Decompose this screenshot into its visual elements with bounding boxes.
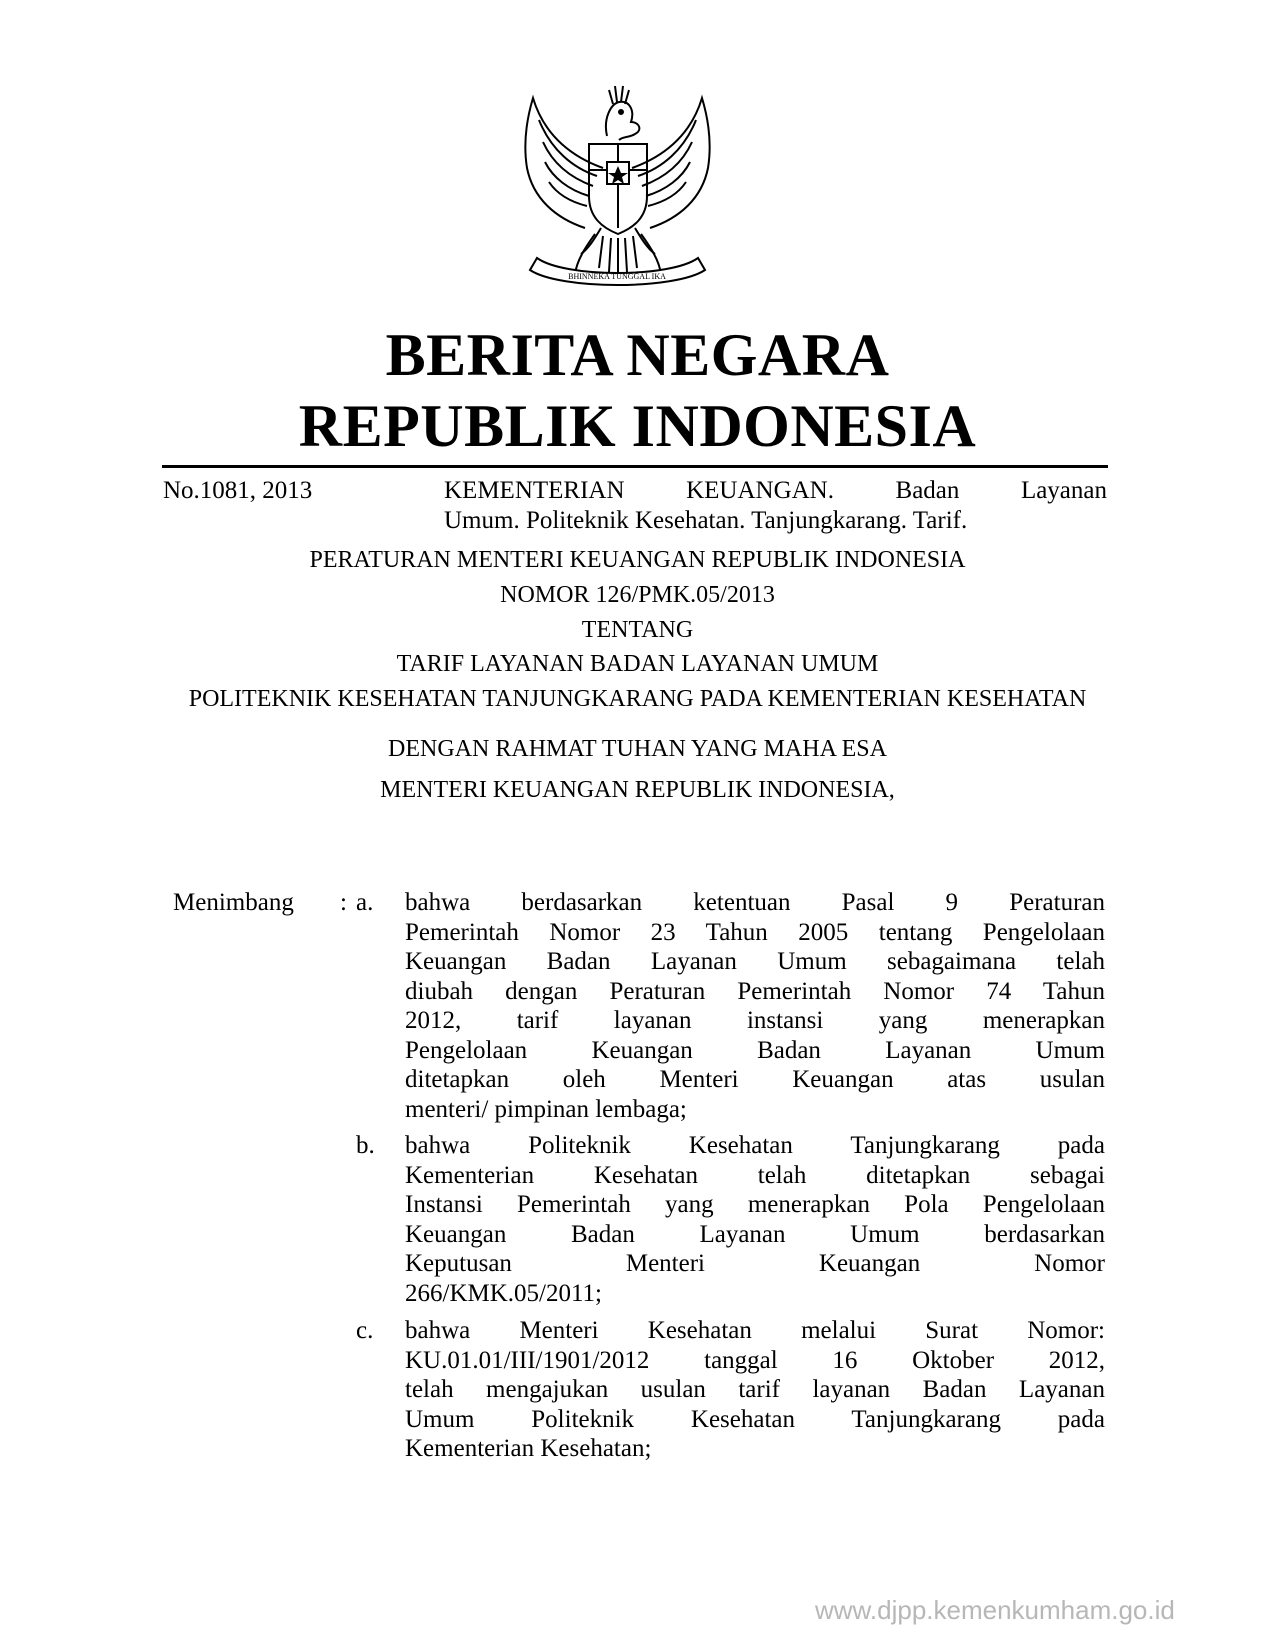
- gazette-subject: [444, 476, 1107, 536]
- considering-colon: :: [340, 889, 347, 916]
- item-line: telah mengajukan usulan tarif layanan Badan Layanan: [405, 1376, 1105, 1403]
- item-line: ditetapkan oleh Menteri Keuangan atas usulan: [405, 1066, 1105, 1093]
- item-line: Keuangan Badan Layanan Umum berdasarkan: [405, 1220, 1105, 1248]
- item-marker-b: b.: [356, 1132, 375, 1159]
- item-line: Kementerian Kesehatan;: [405, 1435, 652, 1462]
- item-line: Keputusan Menteri Keuangan Nomor: [405, 1250, 1105, 1277]
- item-line: 2012, tarif layanan instansi yang menerapkan: [405, 1007, 1105, 1034]
- gazette-subject-line: KEMENTERIAN KEUANGAN. Badan Layanan: [444, 477, 1107, 504]
- gazette-title-line-2: REPUBLIK INDONESIA: [298, 393, 977, 459]
- item-marker-a: a.: [356, 889, 374, 916]
- regulation-number: NOMOR 126/PMK.05/2013: [500, 582, 775, 608]
- regulation-heading: PERATURAN MENTERI KEUANGAN REPUBLIK INDONESIA: [309, 547, 966, 573]
- item-line: bahwa Menteri Kesehatan melalui Surat Nomor:: [405, 1317, 1105, 1344]
- emblem-motto: BHINNEKA TUNGGAL IKA: [568, 272, 666, 281]
- item-line: Umum Politeknik Kesehatan Tanjungkarang pada: [405, 1405, 1105, 1433]
- item-line: Pemerintah Nomor 23 Tahun 2005 tentang Pengelolaan: [405, 918, 1105, 946]
- item-marker-c: c.: [356, 1317, 374, 1344]
- gazette-title-line-1: BERITA NEGARA: [385, 322, 890, 388]
- considering-item-b: [405, 1131, 1105, 1308]
- gazette-number: No.1081, 2013: [163, 477, 313, 504]
- item-line: Keuangan Badan Layanan Umum sebagaimana telah: [405, 948, 1105, 975]
- item-line: menteri/ pimpinan lembaga;: [405, 1095, 687, 1123]
- considering-item-c: [405, 1316, 1105, 1464]
- opening-invocation: DENGAN RAHMAT TUHAN YANG MAHA ESA: [388, 736, 887, 762]
- considering-label: Menimbang: [173, 889, 294, 916]
- item-line: 266/KMK.05/2011;: [405, 1279, 602, 1307]
- garuda-emblem-icon: [515, 78, 720, 293]
- opening-minister: MENTERI KEUANGAN REPUBLIK INDONESIA,: [380, 777, 895, 803]
- gazette-subject-line: Umum. Politeknik Kesehatan. Tanjungkarang. Tarif.: [444, 507, 968, 534]
- item-line: KU.01.01/III/1901/2012 tanggal 16 Oktober 2012,: [405, 1346, 1105, 1374]
- item-line: Instansi Pemerintah yang menerapkan Pola Pengelolaan: [405, 1191, 1105, 1218]
- considering-item-a: [405, 888, 1105, 1124]
- item-line: Pengelolaan Keuangan Badan Layanan Umum: [405, 1036, 1105, 1064]
- item-line: bahwa Politeknik Kesehatan Tanjungkarang pada: [405, 1132, 1105, 1159]
- regulation-subject-line-2: POLITEKNIK KESEHATAN TANJUNGKARANG PADA KEMENTERIAN KESEHATAN: [188, 686, 1087, 712]
- header-divider: [162, 465, 1108, 468]
- regulation-subject-line-1: TARIF LAYANAN BADAN LAYANAN UMUM: [396, 651, 879, 677]
- item-line: diubah dengan Peraturan Pemerintah Nomor 74 Tahun: [405, 977, 1105, 1005]
- item-line: Kementerian Kesehatan telah ditetapkan sebagai: [405, 1161, 1105, 1189]
- item-line: bahwa berdasarkan ketentuan Pasal 9 Peraturan: [405, 889, 1105, 916]
- source-watermark: www.djpp.kemenkumham.go.id: [815, 1595, 1175, 1625]
- regulation-about: TENTANG: [581, 617, 694, 643]
